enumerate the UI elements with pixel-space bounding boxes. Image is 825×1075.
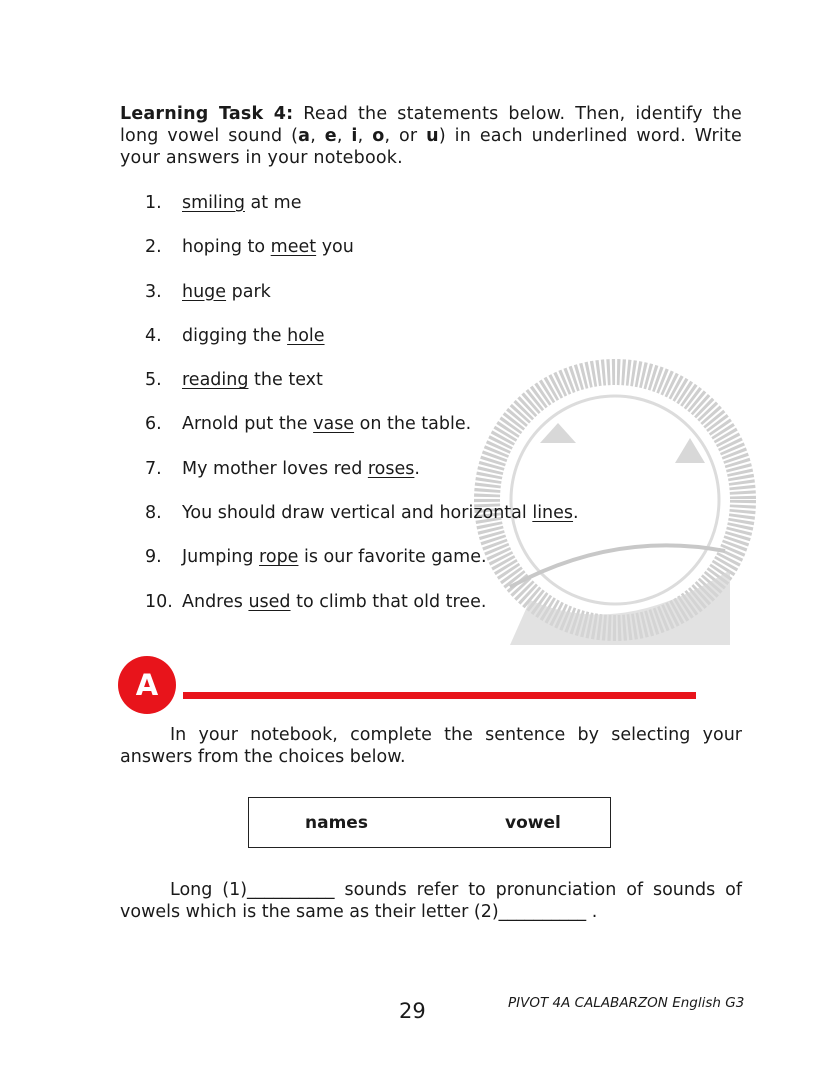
vowel-o: o: [372, 126, 385, 146]
item-number: 4.: [145, 325, 162, 346]
statement-list: [145, 192, 579, 635]
underlined-word: rope: [259, 547, 299, 568]
list-item: 2. hoping to meet you: [145, 237, 354, 258]
underlined-word: reading: [182, 370, 249, 391]
underlined-word: smiling: [182, 193, 245, 213]
list-item: 7. My mother loves red roses.: [145, 458, 420, 479]
instruction-paragraph: In your notebook, complete the sentence by selecting your answers from the choices below.: [120, 725, 742, 767]
item-number: 3.: [145, 281, 162, 302]
item-number: 8.: [145, 503, 162, 524]
task-instructions: Learning Task 4: Read the statements below. Then, identify the long vowel sound (a, e, i, o, or u) in each underlined word. Write your answers in your notebook.: [120, 104, 742, 168]
section-divider: [183, 692, 696, 699]
underlined-word: vase: [313, 414, 355, 435]
section-badge: A: [118, 656, 176, 714]
list-item: 5. reading the text: [145, 370, 323, 391]
item-number: 7.: [145, 458, 162, 479]
underlined-word: huge: [182, 281, 227, 302]
list-item: 3. huge park: [145, 281, 271, 302]
item-number: 10.: [145, 591, 173, 612]
list-item: 9. Jumping rope is our favorite game.: [145, 547, 487, 568]
choice-word: names: [305, 813, 368, 833]
vowel-a: a: [298, 126, 311, 146]
underlined-word: meet: [270, 237, 317, 258]
underlined-word: used: [248, 591, 291, 612]
vowel-i: i: [351, 126, 358, 146]
page-number: 29: [399, 999, 426, 1023]
fill-in-paragraph: Long (1)__________ sounds refer to pronunciation of sounds of vowels which is the same as their letter (2)__________ .: [120, 880, 742, 922]
item-number: 9.: [145, 547, 162, 568]
item-number: 6.: [145, 414, 162, 435]
list-item: 8. You should draw vertical and horizontal lines.: [145, 503, 579, 524]
vowel-u: u: [426, 126, 439, 146]
underlined-word: roses: [367, 458, 415, 479]
choice-word: vowel: [505, 813, 561, 833]
underlined-word: lines: [532, 503, 574, 524]
list-item: 4. digging the hole: [145, 325, 325, 346]
list-item: 6. Arnold put the vase on the table.: [145, 414, 472, 435]
choices-box: [248, 797, 611, 848]
footer-text: PIVOT 4A CALABARZON English G3: [508, 995, 745, 1011]
item-number: 1.: [145, 193, 162, 213]
vowel-e: e: [324, 126, 337, 146]
item-number: 2.: [145, 237, 162, 258]
item-number: 5.: [145, 370, 162, 391]
underlined-word: hole: [287, 325, 325, 346]
task-label: Learning Task 4:: [120, 104, 294, 124]
list-item: 1. smiling at me: [145, 193, 302, 213]
list-item: 10. Andres used to climb that old tree.: [145, 591, 487, 612]
